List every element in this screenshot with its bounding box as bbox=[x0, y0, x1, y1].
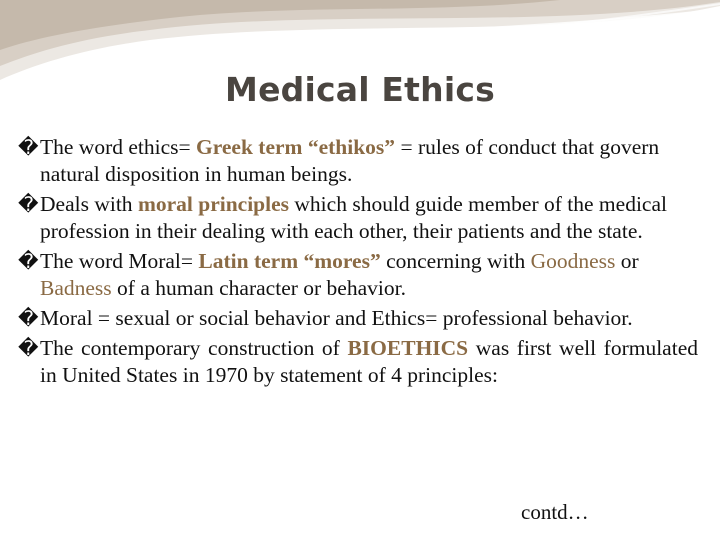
bullet-glyph-icon: � bbox=[18, 306, 39, 330]
paragraph-text: = rules of conduct that govern natural disposition in human beings. bbox=[40, 135, 660, 186]
bullet-glyph-icon: � bbox=[18, 336, 39, 360]
bullet-glyph-icon: � bbox=[18, 249, 39, 273]
slide-title: Medical Ethics bbox=[225, 70, 495, 109]
bullet-paragraph bbox=[18, 134, 698, 188]
highlighted-term: BIOETHICS bbox=[347, 336, 469, 360]
bullet-paragraph bbox=[18, 335, 698, 389]
paragraph-text: The word ethics= bbox=[40, 135, 197, 159]
highlighted-term: Goodness bbox=[530, 249, 616, 273]
continued-label: contd… bbox=[521, 500, 589, 524]
paragraph-text: The word Moral= bbox=[40, 249, 199, 273]
highlighted-term: Badness bbox=[40, 276, 112, 300]
paragraph-text: which should guide member of the medical profession in their dealing with each other, their patients and the state. bbox=[40, 192, 667, 243]
highlighted-term: Greek term “ethikos” bbox=[196, 135, 396, 159]
paragraph-text: The contemporary construction of bbox=[40, 336, 348, 360]
paragraph-text: was first well formulated in United States in 1970 by statement of 4 principles: bbox=[40, 336, 698, 387]
bullet-glyph-icon: � bbox=[18, 135, 39, 159]
decorative-swoosh-header bbox=[0, 0, 720, 80]
paragraph-text: Moral = sexual or social behavior and Ethics= professional behavior. bbox=[40, 306, 633, 330]
highlighted-term: Latin term “mores” bbox=[198, 249, 381, 273]
bullet-paragraph bbox=[18, 305, 698, 332]
paragraph-text: or bbox=[615, 249, 639, 273]
paragraph-text: concerning with bbox=[380, 249, 531, 273]
slide-body bbox=[18, 134, 698, 392]
bullet-glyph-icon: � bbox=[18, 192, 39, 216]
highlighted-term: moral principles bbox=[137, 192, 290, 216]
bullet-paragraph bbox=[18, 248, 698, 302]
paragraph-text: Deals with bbox=[40, 192, 138, 216]
paragraph-text: of a human character or behavior. bbox=[111, 276, 406, 300]
bullet-paragraph bbox=[18, 191, 698, 245]
